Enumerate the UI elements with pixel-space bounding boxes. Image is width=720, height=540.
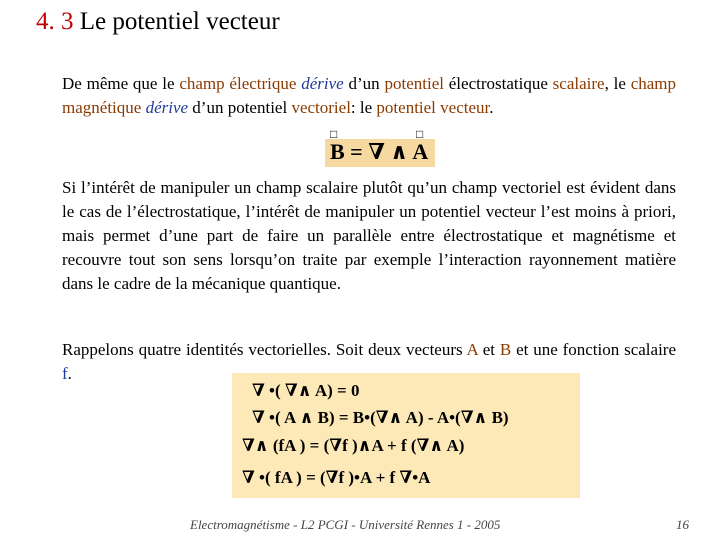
term-champ-electrique: champ électrique [179, 74, 297, 93]
intro-text: , le [604, 74, 631, 93]
term-vectoriel: vectoriel [291, 98, 351, 117]
vector-a-label: A [466, 340, 478, 359]
paragraph-interet: Si l’intérêt de manipuler un champ scalaire plutôt qu’un champ vectoriel est évident dans le cas de l’électrostatique, l’intérêt de manipuler un potentiel vecteur l’est moins à priori, mais permet d’une part de faire un parallèle entre électrostatique et magnétisme et recouvre tout son sens lorsqu’on traite par exemple l’interaction rayonnement matière dans le cadre de la mécanique quantique. [62, 178, 676, 293]
term-vecteur: vecteur [440, 98, 490, 117]
intro-paragraph [62, 72, 676, 120]
term-potentiel: potentiel [384, 74, 444, 93]
paragraph-text: Rappelons quatre identités vectorielles. Soit deux vecteurs [62, 340, 467, 359]
intro-text: d’un [343, 74, 385, 93]
identity-1: ∇ •( ∇∧ A) = 0 [252, 381, 360, 400]
intro-text: électrostatique [443, 74, 553, 93]
identity-3: ∇∧ (fA ) = (∇f )∧A + f (∇∧ A) [242, 436, 465, 455]
intro-text: : le [350, 98, 377, 117]
intro-text: De même que le [62, 74, 180, 93]
paragraph-text: et une fonction scalaire [511, 340, 676, 359]
term-derive: dérive [301, 74, 344, 93]
intro-text: . [489, 98, 494, 117]
title-text: Le potentiel vecteur [73, 8, 280, 35]
formula-b-curl-a: B = ∇ ∧ A [330, 139, 429, 164]
term-derive-2: dérive [145, 98, 189, 117]
page-number: 16 [676, 517, 689, 532]
term-scalaire: scalaire [552, 74, 605, 93]
intro-text: d’un potentiel [188, 98, 292, 117]
vector-marker-b: □ [330, 127, 338, 141]
slide-title [36, 8, 280, 36]
paragraph-text: et [477, 340, 500, 359]
vector-b-label: B [499, 340, 512, 359]
identity-4: ∇ •( fA ) = (∇f )•A + f ∇•A [242, 468, 431, 487]
section-number: 4. 3 [36, 8, 74, 35]
function-f-label: f [62, 364, 68, 383]
term-champ-magnetique: champ magnétique [62, 74, 677, 117]
term-potentiel-vecteur: potentiel [376, 98, 436, 117]
identity-2: ∇ •( A ∧ B) = B•(∇∧ A) - A•(∇∧ B) [252, 408, 509, 427]
paragraph-text: . [67, 364, 72, 383]
vector-marker-a: □ [416, 127, 424, 141]
footer-text: Electromagnétisme - L2 PCGI - Université Rennes 1 - 2005 [190, 517, 501, 532]
